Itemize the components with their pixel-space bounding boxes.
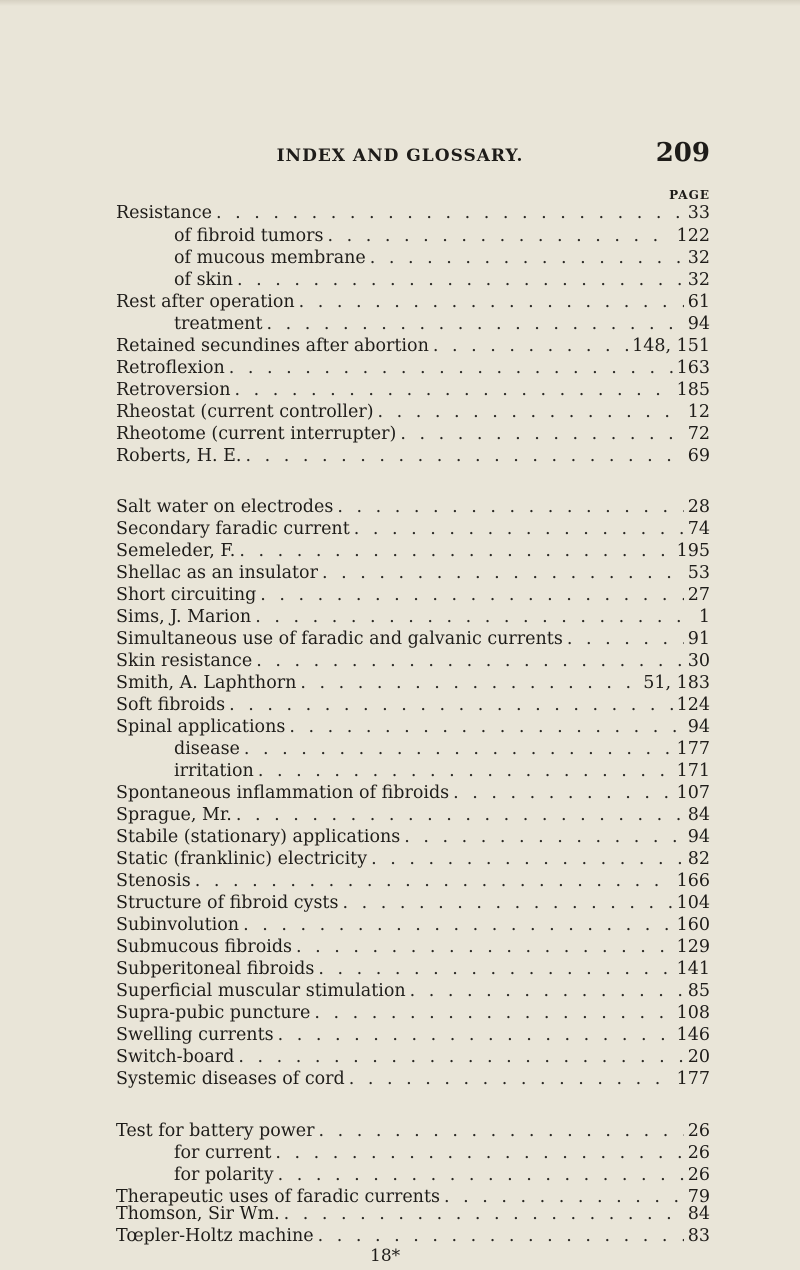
index-term: Tœpler-Holtz machine: [116, 1226, 314, 1246]
index-entry: [116, 1225, 710, 1247]
index-entry: [116, 445, 710, 467]
index-term: Subperitoneal fibroids: [116, 959, 315, 979]
index-entry: [116, 584, 710, 606]
leader-dots: [371, 848, 684, 870]
leader-dots: [236, 804, 684, 826]
leader-dots: [266, 313, 683, 335]
index-term: Stenosis: [116, 871, 191, 891]
leader-dots: [567, 628, 684, 650]
leader-dots: [299, 291, 684, 313]
leader-dots: [404, 826, 683, 848]
index-entry: [116, 1024, 710, 1046]
index-entry: [116, 202, 710, 224]
page-reference: 53: [687, 563, 710, 583]
page-reference: 27: [687, 585, 710, 605]
index-term: Short circuiting: [116, 585, 257, 605]
index-term: Resistance: [116, 203, 212, 223]
leader-dots: [239, 540, 672, 562]
index-term: of mucous membrane: [174, 248, 366, 268]
index-entry: [116, 892, 710, 914]
leader-dots: [237, 269, 684, 291]
index-entry: [116, 540, 710, 562]
page-reference: 177: [676, 739, 710, 759]
index-term: Stabile (stationary) applications: [116, 827, 401, 847]
index-term: Simultaneous use of faradic and galvanic currents: [116, 629, 563, 649]
leader-dots: [328, 225, 673, 247]
leader-dots: [258, 760, 673, 782]
index-term: Rheotome (current interrupter): [116, 424, 397, 444]
page-reference: 28: [687, 497, 710, 517]
index-term: Structure of fibroid cysts: [116, 893, 339, 913]
index-term: Retroflexion: [116, 358, 225, 378]
index-entry: [116, 313, 710, 335]
index-entry: [116, 650, 710, 672]
page-reference: 94: [687, 314, 710, 334]
index-term: Swelling currents: [116, 1025, 274, 1045]
leader-dots: [229, 694, 672, 716]
index-term: Sprague, Mr.: [116, 805, 232, 825]
index-entry: [116, 716, 710, 738]
index-entry: [116, 958, 710, 980]
leader-dots: [256, 650, 684, 672]
leader-dots: [318, 958, 672, 980]
page-reference: 69: [687, 446, 710, 466]
index-entry: [116, 1046, 710, 1068]
page-reference: 166: [676, 871, 710, 891]
page-reference: 160: [676, 915, 710, 935]
index-entry: [116, 247, 710, 269]
index-entry: [116, 848, 710, 870]
leader-dots: [300, 672, 639, 694]
page-reference: 33: [687, 203, 710, 223]
leader-dots: [314, 1002, 672, 1024]
index-term: Secondary faradic current: [116, 519, 350, 539]
page-reference: 1: [698, 607, 710, 627]
index-entry: [116, 357, 710, 379]
index-entry: [116, 870, 710, 892]
page-reference: 30: [687, 651, 710, 671]
leader-dots: [349, 1068, 673, 1090]
index-entry: [116, 225, 710, 247]
page-reference: 195: [676, 541, 710, 561]
index-entry: [116, 269, 710, 291]
page-reference: 26: [687, 1165, 710, 1185]
index-entry: [116, 496, 710, 518]
leader-dots: [246, 445, 684, 467]
index-term: Supra-pubic puncture: [116, 1003, 311, 1023]
index-entry: [116, 606, 710, 628]
index-term: Test for battery power: [116, 1121, 315, 1141]
index-entry: [116, 379, 710, 401]
index-term: of fibroid tumors: [174, 226, 324, 246]
page-reference: 104: [676, 893, 710, 913]
page-reference: 61: [687, 292, 710, 312]
index-entry: [116, 628, 710, 650]
index-entry: [116, 562, 710, 584]
index-entry: [116, 291, 710, 313]
page-reference: 108: [676, 1003, 710, 1023]
index-term: Thomson, Sir Wm.: [116, 1204, 280, 1224]
page-number: 209: [655, 138, 710, 168]
leader-dots: [296, 936, 673, 958]
leader-dots: [400, 423, 683, 445]
page-reference: 26: [687, 1143, 710, 1163]
index-entry: [116, 1164, 710, 1186]
page-reference: 85: [687, 981, 710, 1001]
index-entry: [116, 826, 710, 848]
leader-dots: [370, 247, 684, 269]
index-term: Spontaneous inflammation of fibroids: [116, 783, 450, 803]
index-entry: [116, 914, 710, 936]
leader-dots: [260, 584, 683, 606]
leader-dots: [195, 870, 673, 892]
index-term: Therapeutic uses of faradic currents: [116, 1187, 440, 1207]
page-reference: 83: [687, 1226, 710, 1246]
page-column-label: PAGE: [669, 188, 710, 202]
leader-dots: [278, 1024, 673, 1046]
page-reference: 163: [676, 358, 710, 378]
leader-dots: [354, 518, 684, 540]
index-entry: [116, 936, 710, 958]
page-reference: 185: [676, 380, 710, 400]
index-entry: [116, 694, 710, 716]
leader-dots: [234, 379, 672, 401]
leader-dots: [284, 1203, 684, 1225]
index-term: Roberts, H. E.: [116, 446, 242, 466]
leader-dots: [229, 357, 673, 379]
leader-dots: [337, 496, 683, 518]
leader-dots: [255, 606, 695, 628]
index-entry: [116, 518, 710, 540]
page-reference: 84: [687, 805, 710, 825]
page-reference: 74: [687, 519, 710, 539]
leader-dots: [342, 892, 672, 914]
index-term: Rest after operation: [116, 292, 295, 312]
index-term: Sims, J. Marion: [116, 607, 252, 627]
page-reference: 72: [687, 424, 710, 444]
page-reference: 177: [676, 1069, 710, 1089]
leader-dots: [289, 716, 683, 738]
page-reference: 51, 183: [643, 673, 710, 693]
leader-dots: [216, 202, 684, 224]
page-title: INDEX AND GLOSSARY.: [276, 146, 524, 166]
page-reference: 124: [676, 695, 710, 715]
index-term: for polarity: [174, 1165, 274, 1185]
index-term: Salt water on electrodes: [116, 497, 334, 517]
page-reference: 12: [687, 402, 710, 422]
index-entry: [116, 1203, 710, 1225]
leader-dots: [319, 1120, 684, 1142]
page-reference: 148, 151: [632, 336, 710, 356]
leader-dots: [453, 782, 672, 804]
index-term: Superficial muscular stimulation: [116, 981, 406, 1001]
index-term: Smith, A. Laphthorn: [116, 673, 297, 693]
page-edge: [0, 0, 800, 6]
page-reference: 32: [687, 270, 710, 290]
index-entry: [116, 401, 710, 423]
index-entry: [116, 672, 710, 694]
index-entry: [116, 760, 710, 782]
index-term: of skin: [174, 270, 234, 290]
index-term: Spinal applications: [116, 717, 286, 737]
index-term: Retroversion: [116, 380, 231, 400]
page-reference: 146: [676, 1025, 710, 1045]
index-term: Skin resistance: [116, 651, 253, 671]
index-term: Switch-board: [116, 1047, 235, 1067]
page-reference: 141: [676, 959, 710, 979]
index-term: for current: [174, 1143, 272, 1163]
leader-dots: [378, 401, 684, 423]
index-entry: [116, 1068, 710, 1090]
leader-dots: [433, 335, 628, 357]
page-reference: 79: [687, 1187, 710, 1207]
page-reference: 20: [687, 1047, 710, 1067]
signature-mark: 18*: [370, 1246, 401, 1266]
page-reference: 84: [687, 1204, 710, 1224]
index-term: Rheostat (current controller): [116, 402, 374, 422]
running-header: [90, 138, 710, 176]
leader-dots: [322, 562, 684, 584]
index-term: Systemic diseases of cord: [116, 1069, 345, 1089]
leader-dots: [243, 914, 673, 936]
index-term: Retained secundines after abortion: [116, 336, 429, 356]
index-entry: [116, 1002, 710, 1024]
page-reference: 26: [687, 1121, 710, 1141]
leader-dots: [238, 1046, 683, 1068]
index-entry: [116, 738, 710, 760]
page-reference: 82: [687, 849, 710, 869]
index-entry: [116, 782, 710, 804]
index-entry: [116, 335, 710, 357]
page-reference: 129: [676, 937, 710, 957]
index-entry: [116, 1120, 710, 1142]
page-reference: 32: [687, 248, 710, 268]
page-reference: 107: [676, 783, 710, 803]
index-term: Submucous fibroids: [116, 937, 293, 957]
index-entry: [116, 423, 710, 445]
leader-dots: [275, 1142, 683, 1164]
index-term: treatment: [174, 314, 263, 334]
index-term: irritation: [174, 761, 254, 781]
index-entry: [116, 1142, 710, 1164]
index-term: Static (franklinic) electricity: [116, 849, 368, 869]
index-entry: [116, 804, 710, 826]
page-reference: 171: [676, 761, 710, 781]
leader-dots: [318, 1225, 684, 1247]
index-term: disease: [174, 739, 240, 759]
page-reference: 91: [687, 629, 710, 649]
index-term: Semeleder, F.: [116, 541, 236, 561]
index-term: Subinvolution: [116, 915, 240, 935]
page-reference: 94: [687, 717, 710, 737]
page-reference: 94: [687, 827, 710, 847]
index-term: Soft fibroids: [116, 695, 226, 715]
leader-dots: [244, 738, 673, 760]
page-reference: 122: [676, 226, 710, 246]
index-entry: [116, 980, 710, 1002]
index-term: Shellac as an insulator: [116, 563, 318, 583]
leader-dots: [278, 1164, 684, 1186]
leader-dots: [410, 980, 684, 1002]
